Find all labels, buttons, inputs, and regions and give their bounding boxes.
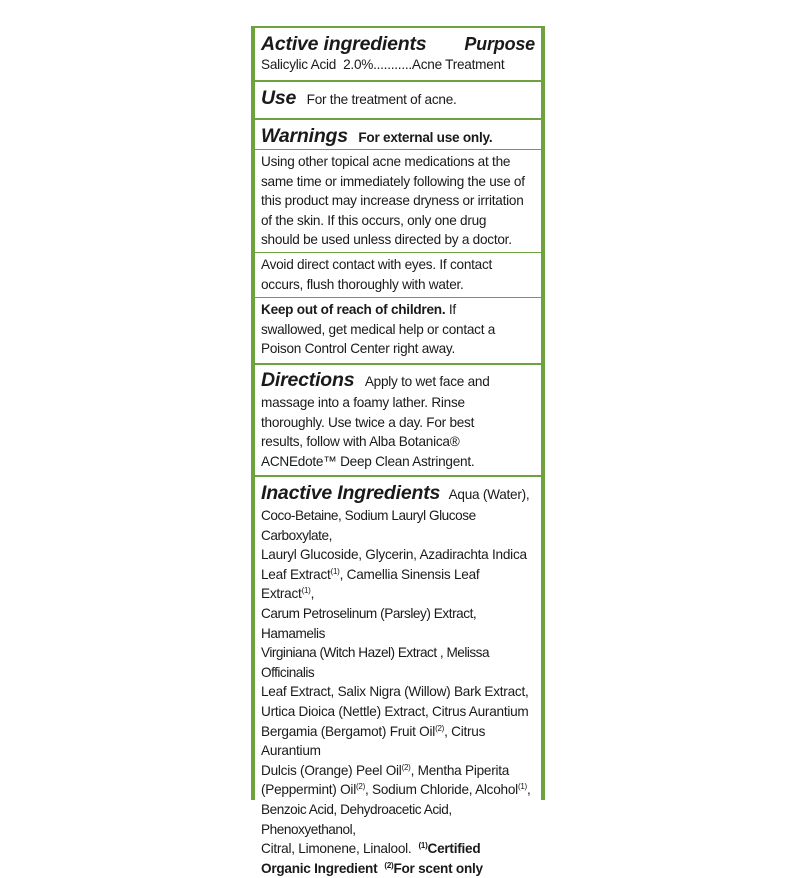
use-section [255,82,541,120]
warnings-header [255,120,541,150]
text-line: (Peppermint) Oil$^{(2)}$, Sodium Chloride, Alcohol$^{(1)}$, [261,782,531,798]
active-ingredients-heading: Active ingredients [261,33,427,55]
text-line: results, follow with Alba Botanica® [261,434,460,450]
warnings-paragraph-2 [255,253,541,298]
keep-out-text: If [445,302,456,317]
directions-section [255,365,541,477]
text-line: should be used unless directed by a doctor. [261,232,512,248]
text-line: Virginiana (Witch Hazel) Extract , Melissa Officinalis [261,645,490,680]
text-line: Organic Ingredient $^{(2)}$For scent only [261,860,483,876]
text-line: Poison Control Center right away. [261,341,455,357]
text-line: Carum Petroselinum (Parsley) Extract, Hamamelis [261,605,477,641]
text-line: occurs, flush thoroughly with water. [261,276,464,292]
text-line: Benzoic Acid, Dehydroacetic Acid, Phenoxyethanol, [261,801,452,837]
text-line: Lauryl Glucoside, Glycerin, Azadirachta Indica [261,547,527,563]
drug-facts-panel [251,26,545,876]
text-line: Coco-Betaine, Sodium Lauryl Glucose Carboxylate, [261,508,476,543]
inactive-first-line: Aqua (Water), [448,487,530,502]
text-line: Leaf Extract$^{(1)}$, Camellia Sinensis Leaf Extract$^{(1)}$, [261,566,480,602]
active-ingredients-section [255,28,541,82]
use-text: For the treatment of acne. [306,92,457,107]
warnings-subheading: For external use only. [358,130,493,145]
inactive-ingredients-section [255,477,541,878]
directions-heading: Directions [261,369,355,391]
inactive-ingredients-heading: Inactive Ingredients [261,482,441,504]
purpose-heading: Purpose [464,34,535,54]
active-ingredient-line: Salicylic Acid 2.0%...........Acne Treatment [261,57,505,72]
text-line: massage into a foamy lather. Rinse [261,395,465,410]
text-line: Citral, Limonene, Linalool. $^{(1)}$Certified [261,841,481,857]
warnings-paragraph-1 [255,150,541,253]
keep-out-bold: Keep out of reach of children. [261,302,446,317]
warnings-heading: Warnings [261,125,348,147]
text-line: Using other topical acne medications at the [261,154,511,169]
text-line: thoroughly. Use twice a day. For best [261,414,475,430]
use-heading: Use [261,87,297,109]
text-line: Dulcis (Orange) Peel Oil$^{(2)}$, Mentha Piperita [261,762,510,778]
text-line: Bergamia (Bergamot) Fruit Oil$^{(2)}$, Citrus Aurantium [261,723,486,759]
text-line: swallowed, get medical help or contact a [261,321,496,337]
text-line: this product may increase dryness or irritation [261,193,524,209]
text-line: Leaf Extract, Salix Nigra (Willow) Bark Extract, [261,684,529,700]
text-line: Avoid direct contact with eyes. If contact [261,257,493,272]
keep-out-section [255,298,541,365]
directions-first-line: Apply to wet face and [364,374,490,389]
text-line: of the skin. If this occurs, only one drug [261,212,487,228]
text-line: ACNEdote™ Deep Clean Astringent. [261,453,475,469]
text-line: same time or immediately following the use of [261,173,525,189]
text-line: Urtica Dioica (Nettle) Extract, Citrus Aurantium [261,703,529,719]
